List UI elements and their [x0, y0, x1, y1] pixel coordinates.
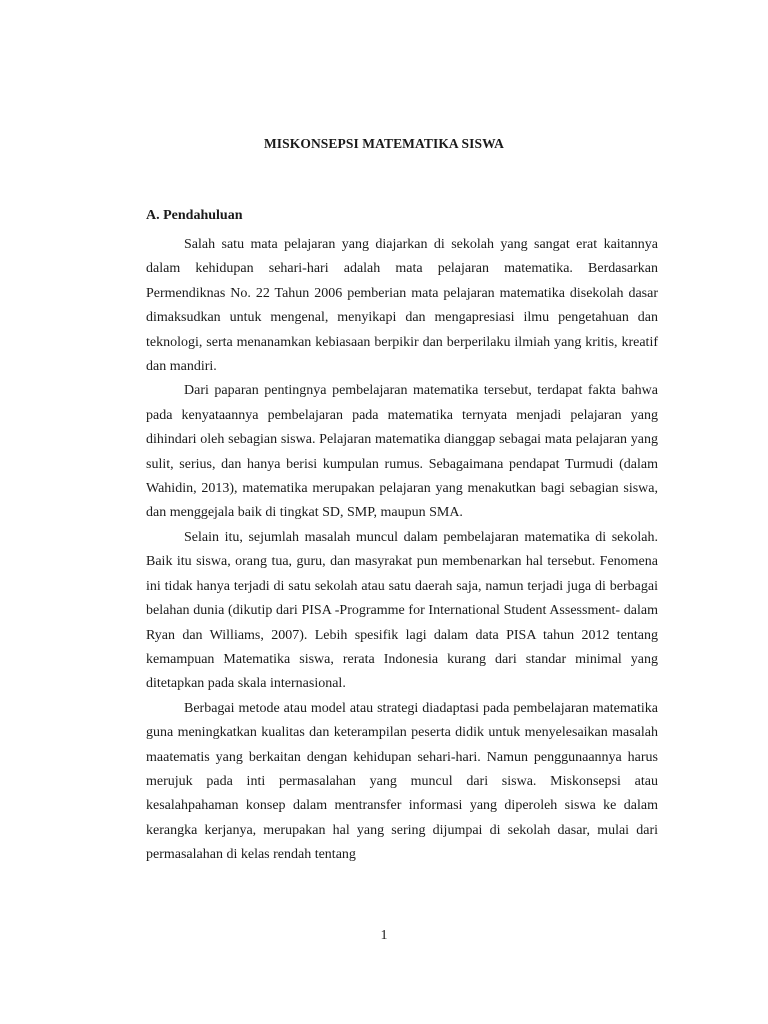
document-title: MISKONSEPSI MATEMATIKA SISWA [263, 136, 505, 151]
section-heading: A. Pendahuluan [146, 208, 243, 223]
paragraph-1: Salah satu mata pelajaran yang diajarkan di sekolah yang sangat erat kaitannya dalam kehidupan sehari-hari adalah mata pelajaran matematika. Berdasarkan Permendiknas No. 22 Tahun 2006 pemberian mata pelajaran matematika disekolah dasar dimaksudkan untuk mengenal, menyikapi dan mengapresiasi ilmu pengetahuan dan teknologi, serta menanamkan kebiasaan berpikir dan berperilaku ilmiah yang kritis, kreatif dan mandiri. [146, 237, 658, 375]
paragraph-3: Selain itu, sejumlah masalah muncul dalam pembelajaran matematika di sekolah. Baik itu siswa, orang tua, guru, dan masyrakat pun membenarkan hal tersebut. Fenomena ini tidak hanya terjadi di satu sekolah atau satu daerah saja, namun terjadi juga di berbagai belahan dunia (dikutip dari PISA -Programme for International Student Assessment- dalam Ryan dan Williams, 2007). Lebih spesifik lagi dalam data PISA tahun 2012 tentang kemampuan Matematika siswa, rerata Indonesia kurang dari standar minimal yang ditetapkan pada skala internasional. [146, 529, 658, 692]
paragraph-2: Dari paparan pentingnya pembelajaran matematika tersebut, terdapat fakta bahwa pada kenyataannya pembelajaran pada matematika ternyata menjadi pelajaran yang dihindari oleh sebagian siswa. Pelajaran matematika dianggap sebagai mata pelajaran yang sulit, serius, dan hanya berisi kumpulan rumus. Sebagaimana pendapat Turmudi (dalam Wahidin, 2013), matematika merupakan pelajaran yang menakutkan bagi sebagian siswa, dan menggejala baik di tingkat SD, SMP, maupun SMA. [146, 383, 658, 521]
paragraph-4: Berbagai metode atau model atau strategi diadaptasi pada pembelajaran matematika guna meningkatkan kualitas dan keterampilan peserta didik untuk menyelesaikan masalah maatematis yang berkaitan dengan kehidupan sehari-hari. Namun penggunaannya harus merujuk pada inti permasalahan yang muncul dari siswa. Miskonsepsi atau kesalahpahaman konsep dalam mentransfer informasi yang diperoleh siswa ke dalam kerangka kerjanya, merupakan hal yang sering dijumpai di sekolah dasar, mulai dari permasalahan di kelas rendah tentang [146, 700, 658, 863]
document-body [146, 233, 658, 868]
page-number: 1 [380, 928, 388, 943]
